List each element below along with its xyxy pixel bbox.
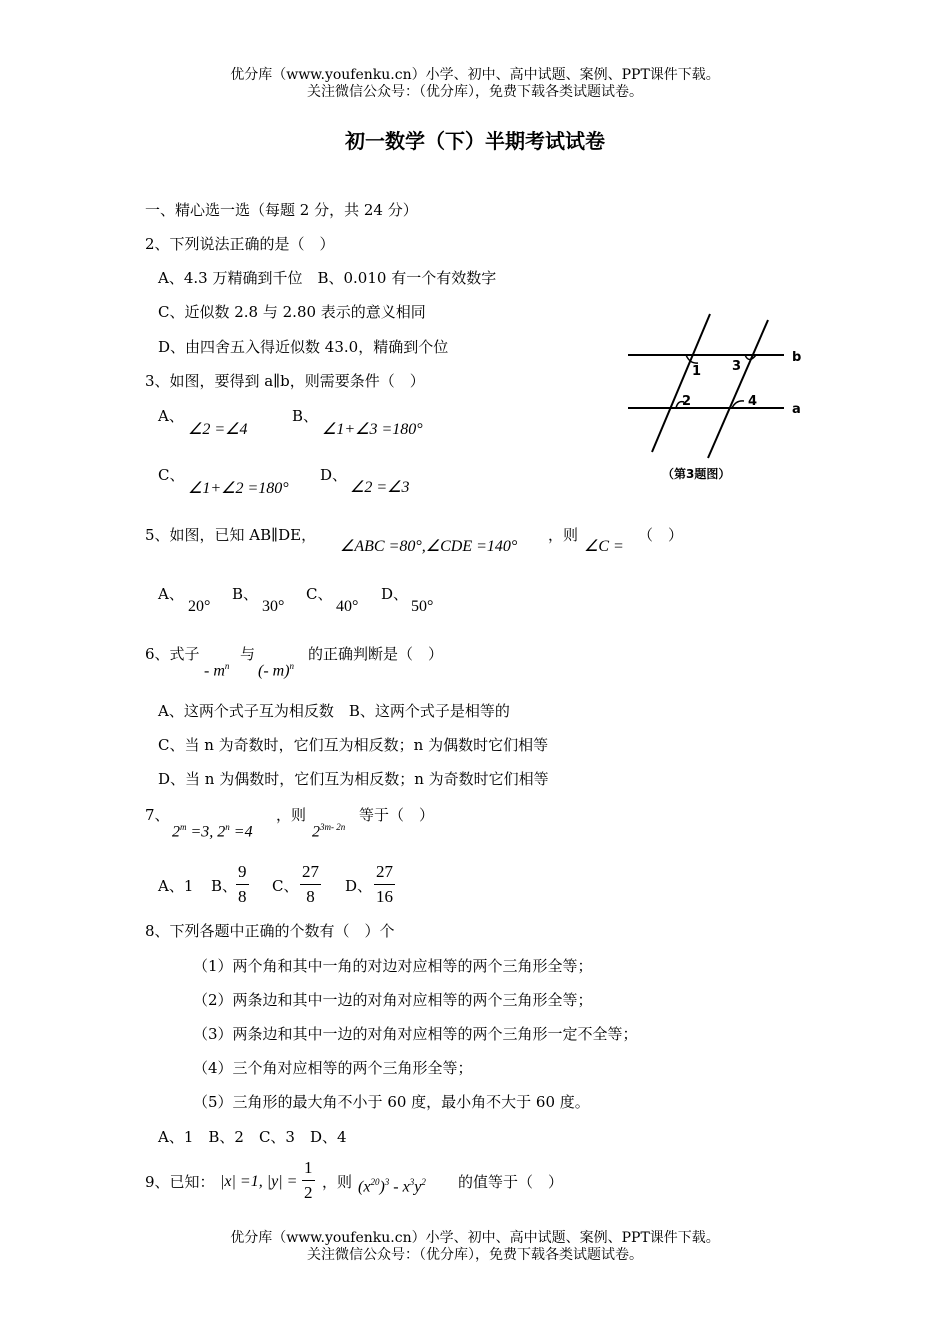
angle-label-1: 1 (692, 364, 702, 379)
transversal-left (652, 314, 710, 452)
q8-options: A、1 B、2 C、3 D、4 (158, 1128, 347, 1146)
q3-c-math: ∠1+∠2 =180° (188, 480, 289, 497)
q6-option-c: C、当 n 为奇数时，它们互为相反数；n 为偶数时它们相等 (158, 736, 549, 754)
q6-option-d: D、当 n 为偶数时，它们互为相反数；n 为奇数时它们相等 (158, 770, 549, 788)
q2-option-d: D、由四舍五入得近似数 43.0，精确到个位 (158, 338, 449, 356)
q2-stem: 2、下列说法正确的是（ ） (145, 235, 335, 253)
q6-expr-2: (- m)$^n$ (258, 661, 295, 680)
section-heading: 一、精心选一选（每题 2 分，共 24 分） (145, 201, 418, 219)
q8-item-1: （1）两个角和其中一角的对边对应相等的两个三角形全等； (193, 957, 593, 975)
line-label-b: b (792, 350, 802, 365)
q3-a-label: A、 (158, 407, 184, 425)
q5-given: ∠ABC =80°,∠CDE =140° (340, 538, 518, 555)
q8-item-5: （5）三角形的最大角不小于 60 度，最小角不大于 60 度。 (193, 1093, 590, 1111)
q7-d-fraction: $\frac{27}{16}$ (376, 862, 393, 906)
q7-c-fraction: $\frac{27}{8}$ (302, 862, 319, 906)
q6-options-ab: A、这两个式子互为相反数 B、这两个式子是相等的 (158, 702, 510, 720)
q5-a-label: A、 (158, 585, 184, 603)
q6-stem-prefix: 6、式子 (145, 645, 200, 663)
q3-stem: 3、如图，要得到 a∥b，则需要条件（ ） (145, 372, 425, 390)
q8-item-4: （4）三个角对应相等的两个三角形全等； (193, 1059, 473, 1077)
header-line-2: 关注微信公众号：（优分库），免费下载各类试题试卷。 (307, 84, 643, 100)
q5-d-value: 50° (411, 598, 434, 615)
q2-options-ab: A、4.3 万精确到千位 B、0.010 有一个有效数字 (158, 269, 497, 287)
q5-d-label: D、 (381, 585, 409, 603)
footer-line-1: 优分库（www.youfenku.cn）小学、初中、高中试题、案例、PPT课件下载。 (230, 1230, 720, 1246)
q8-item-2: （2）两条边和其中一边的对角对应相等的两个三角形全等； (193, 991, 593, 1009)
angle-label-2: 2 (682, 394, 692, 409)
page-footer (0, 1230, 950, 1264)
q9-tail: 的值等于（ ） (458, 1173, 564, 1191)
angle-label-4: 4 (748, 394, 758, 409)
q5-mid: ，则 (548, 526, 579, 544)
q7-given: $2^m =3$, $2^n =4$ (172, 822, 253, 841)
q9-given: |x| =1, |y| = (220, 1173, 298, 1190)
q6-tail: 的正确判断是（ ） (308, 645, 444, 663)
q5-a-value: 20° (188, 598, 211, 615)
q3-d-math: ∠2 =∠3 (350, 479, 410, 496)
page-header (0, 67, 950, 101)
q7-tail: 等于（ ） (359, 806, 435, 824)
footer-line-2: 关注微信公众号：（优分库），免费下载各类试题试卷。 (307, 1247, 643, 1263)
q7-b-label: B、 (211, 877, 238, 895)
angle-arc-4 (732, 401, 744, 408)
q6-mid: 与 (240, 645, 256, 663)
q7-label: 7、 (145, 806, 170, 824)
q5-ask: ∠C = (584, 538, 624, 555)
q3-parallel-lines-figure (622, 312, 810, 488)
q3-a-math: ∠2 =∠4 (188, 421, 248, 438)
q5-c-value: 40° (336, 598, 359, 615)
line-label-a: a (792, 402, 801, 417)
q7-option-a: A、1 (158, 877, 194, 895)
q3-d-label: D、 (320, 466, 348, 484)
q7-then: ，则 (276, 806, 307, 824)
q7-c-label: C、 (272, 877, 299, 895)
q9-then: ，则 (322, 1173, 353, 1191)
q5-b-value: 30° (262, 598, 285, 615)
q5-tail: （ ） (638, 526, 684, 544)
q9-fraction: $\frac{1}{2}$ (304, 1158, 313, 1202)
q3-c-label: C、 (158, 466, 185, 484)
header-line-1: 优分库（www.youfenku.cn）小学、初中、高中试题、案例、PPT课件下载。 (230, 67, 720, 83)
figure-caption: （第3题图） (662, 467, 731, 481)
q2-option-c: C、近似数 2.8 与 2.80 表示的意义相同 (158, 303, 426, 321)
q3-b-label: B、 (292, 407, 319, 425)
q7-d-label: D、 (345, 877, 373, 895)
q8-item-3: （3）两条边和其中一边的对角对应相等的两个三角形一定不全等； (193, 1025, 638, 1043)
q5-stem-prefix: 5、如图，已知 AB∥DE， (145, 526, 317, 544)
angle-label-3: 3 (732, 359, 742, 374)
q7-b-fraction: $\frac{9}{8}$ (238, 862, 247, 906)
q6-expr-1: - $m^n$ (204, 661, 230, 680)
q9-expr: $(x^{20})^3 - x^3y^2$ (358, 1177, 426, 1196)
q9-stem-prefix: 9、已知： (145, 1173, 215, 1191)
q5-c-label: C、 (306, 585, 333, 603)
transversal-right (708, 320, 768, 458)
q3-b-math: ∠1+∠3 =180° (322, 421, 423, 438)
q8-stem: 8、下列各题中正确的个数有（ ）个 (145, 922, 395, 940)
q7-expr: $2^{3m- 2n}$ (312, 822, 346, 841)
q5-b-label: B、 (232, 585, 259, 603)
page-title: 初一数学（下）半期考试试卷 (345, 129, 605, 153)
